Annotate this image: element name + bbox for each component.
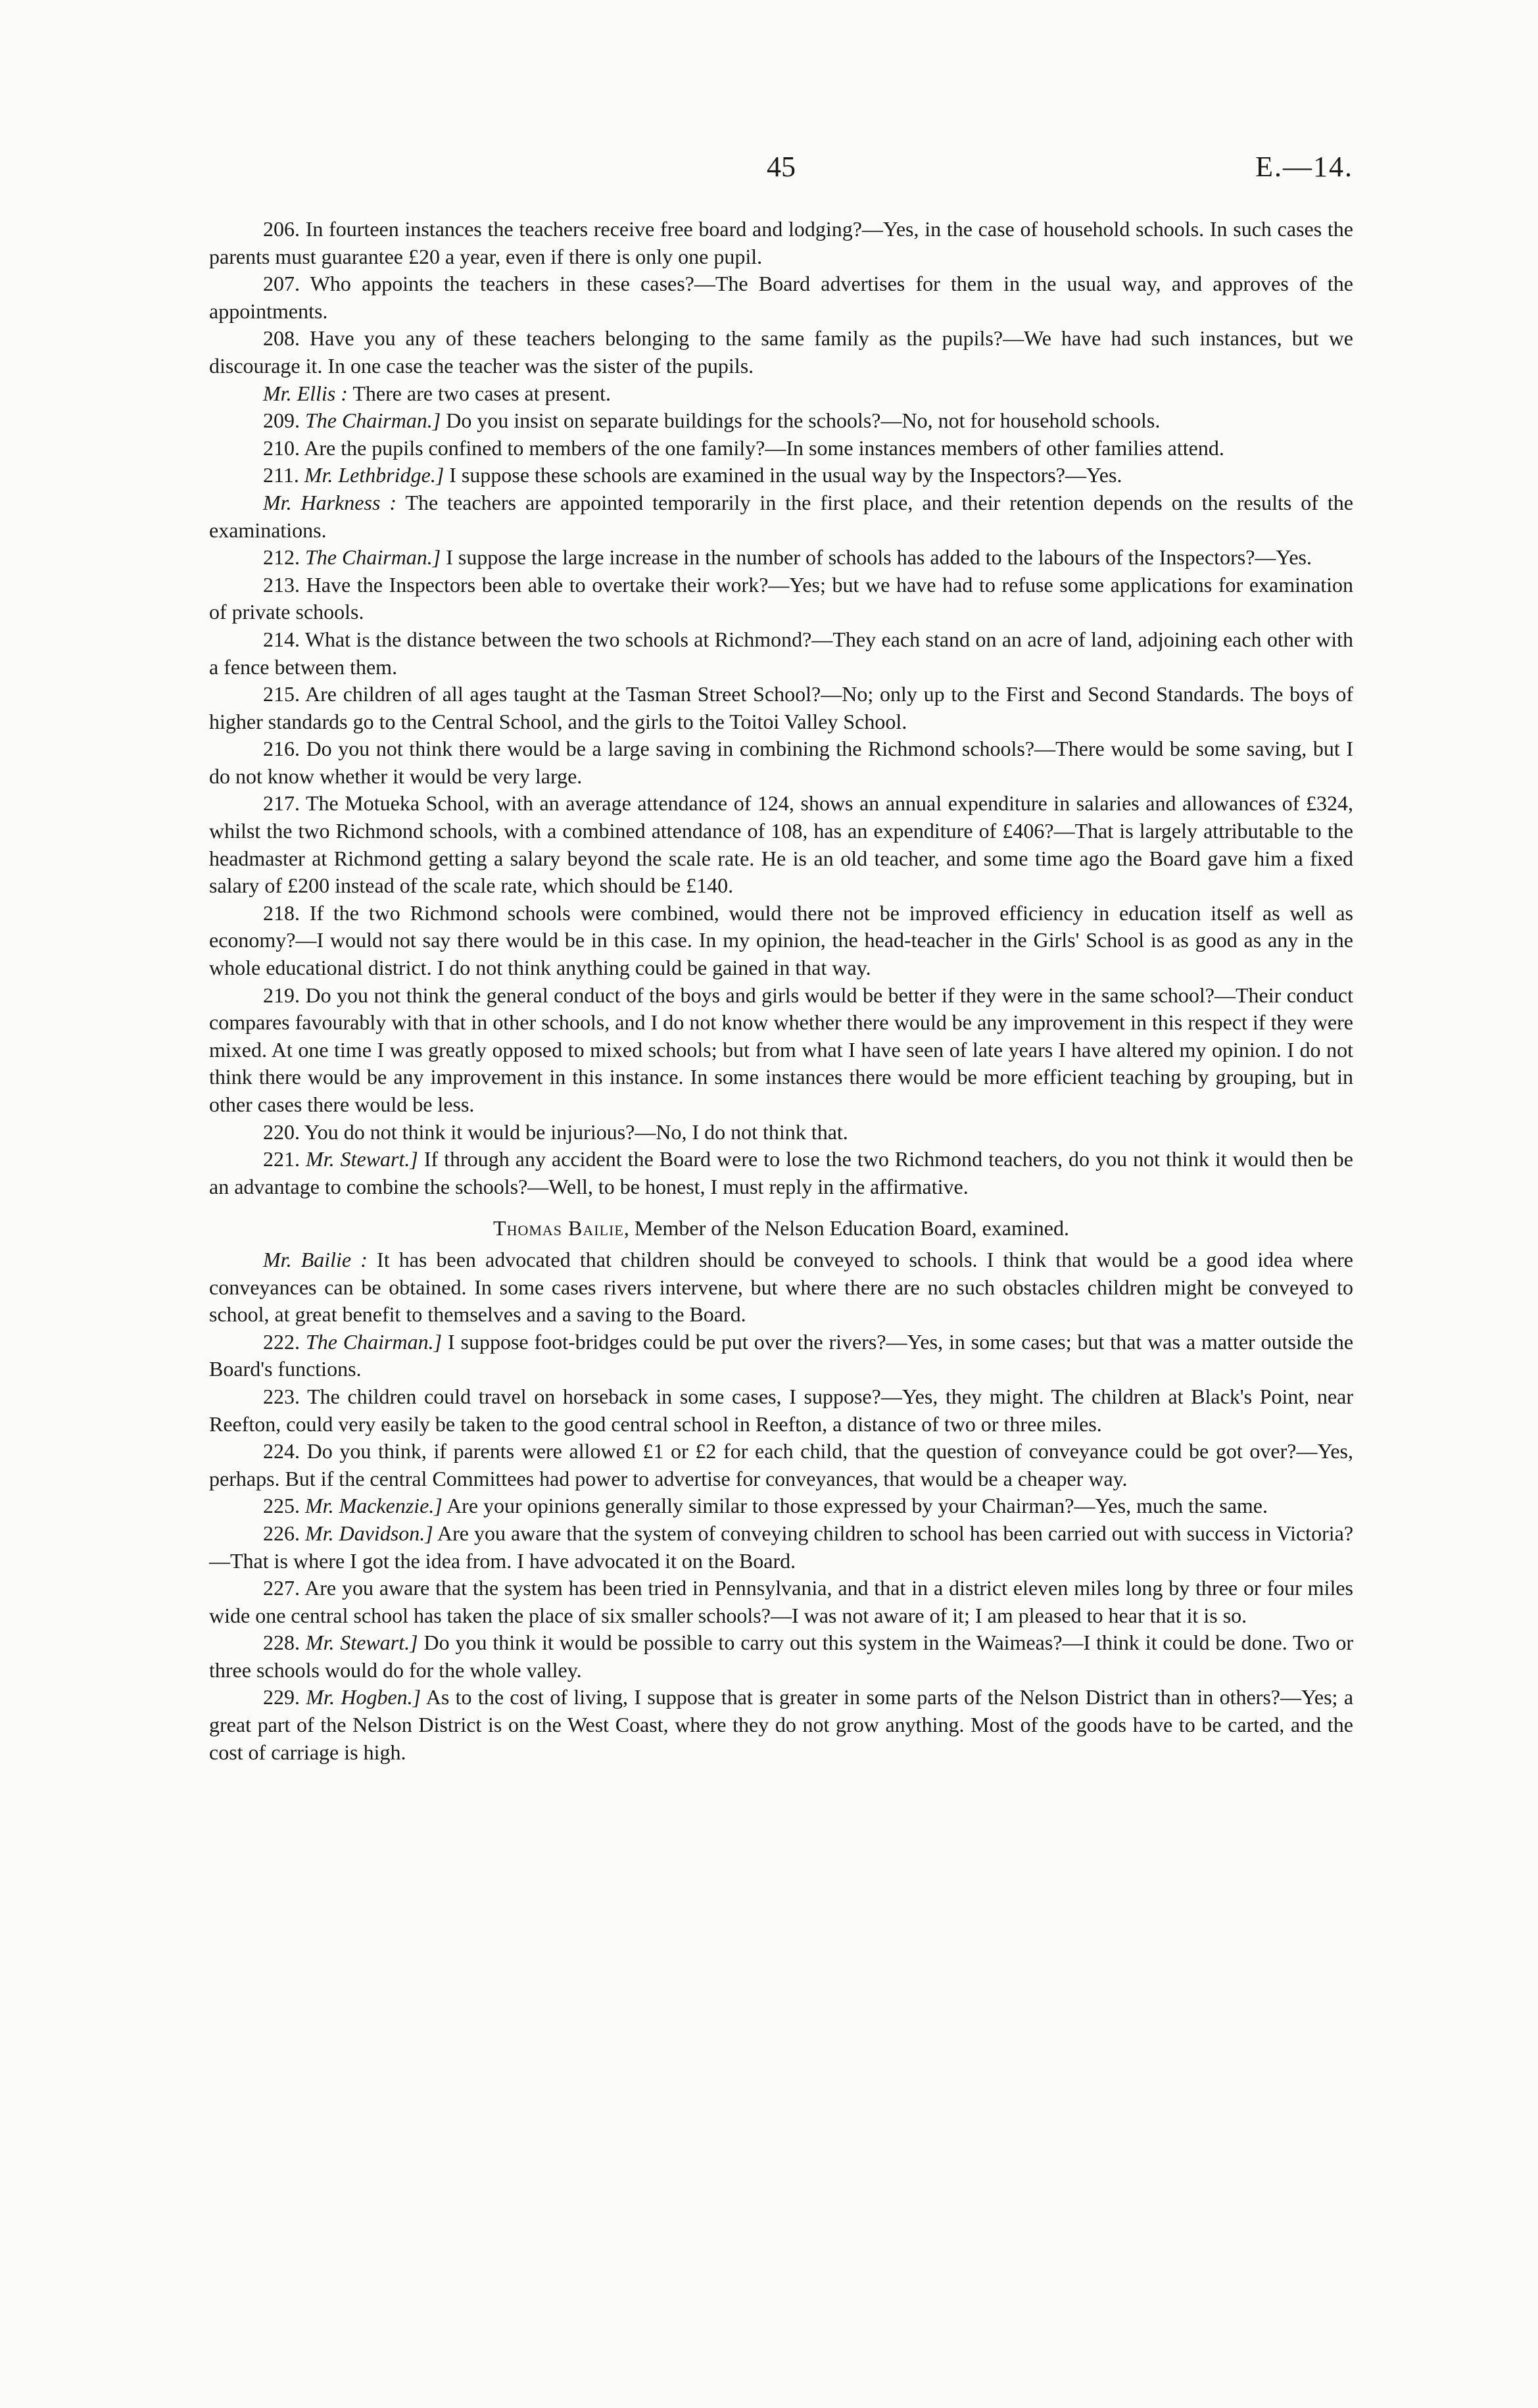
speaker-label: Mr. Davidson.] bbox=[305, 1521, 433, 1545]
paragraph-text: 213. Have the Inspectors been able to overtake their work?—Yes; but we have had to refuse some applications for examination of private schools. bbox=[209, 572, 1353, 624]
paragraph bbox=[209, 1492, 1353, 1520]
paragraph-text: The teachers are appointed temporarily in the first place, and their retention depends on the results of the examinations. bbox=[209, 490, 1353, 542]
paragraph bbox=[209, 572, 1353, 626]
paragraph-text: 219. Do you not think the general conduct of the boys and girls would be better if they were in the same school?—Their conduct compares favourably with that in other schools, and I do not know whether there would be any improvement in this respect if they were mixed. At one time I was greatly opposed to mixed schools; but from what I have seen of late years I have altered my opinion. I do not think there would be any improvement in this instance. In some instances there would be more efficient teaching by grouping, but in other cases there would be less. bbox=[209, 983, 1353, 1116]
paragraph-text: 207. Who appoints the teachers in these cases?—The Board advertises for them in the usual way, and approves of the appointments. bbox=[209, 272, 1353, 323]
paragraph bbox=[209, 1438, 1353, 1492]
paragraph-text: It has been advocated that children should be conveyed to schools. I think that would be a good idea where conveyances can be obtained. In some cases rivers intervene, but where there are no such obstacles children might be conveyed to school, at great benefit to themselves and a saving to the Board. bbox=[209, 1247, 1354, 1327]
paragraph bbox=[209, 270, 1353, 325]
speaker-label: Mr. Hogben.] bbox=[306, 1685, 421, 1709]
paragraph-text: 224. Do you think, if parents were allowed £1 or £2 for each child, that the question of conveyance could be got over?—Yes, perhaps. But if the central Committees had power to advertise for conveyances, that would be a cheaper way. bbox=[209, 1439, 1353, 1490]
paragraph bbox=[209, 1246, 1353, 1329]
paragraph-text: 214. What is the distance between the two schools at Richmond?—They each stand on an acre of land, adjoining each other with a fence between them. bbox=[209, 627, 1353, 679]
paragraph bbox=[209, 407, 1353, 435]
paragraph-text: There are two cases at present. bbox=[347, 381, 611, 405]
paragraph bbox=[209, 489, 1353, 544]
speaker-label: Mr. Ellis : bbox=[263, 381, 348, 405]
document-reference: E.—14. bbox=[1255, 151, 1353, 183]
paragraph bbox=[209, 735, 1353, 790]
paragraph bbox=[209, 1146, 1353, 1200]
paragraph-text: As to the cost of living, I suppose that is greater in some parts of the Nelson District than in others?—Yes; a great part of the Nelson District is on the West Coast, where they do not grow anything. Most of the goods have to be carted, and the cost of carriage is high. bbox=[209, 1685, 1354, 1764]
paragraph-text: 215. Are children of all ages taught at the Tasman Street School?—No; only up to the First and Second Standards. The boys of higher standards go to the Central School, and the girls to the Toitoi Valley School. bbox=[209, 682, 1353, 733]
paragraph-number: 222. bbox=[263, 1329, 306, 1354]
paragraph bbox=[209, 435, 1353, 462]
paragraph-number: 212. bbox=[263, 545, 305, 570]
paragraph bbox=[209, 681, 1353, 735]
paragraph-text: I suppose these schools are examined in the usual way by the Inspectors?—Yes. bbox=[444, 463, 1122, 487]
paragraph-text: If through any accident the Board were to lose the two Richmond teachers, do you not think it would then be an advantage to combine the schools?—Well, to be honest, I must reply in the affirmative. bbox=[209, 1147, 1354, 1198]
paragraph bbox=[209, 216, 1353, 270]
paragraph bbox=[209, 1575, 1353, 1629]
paragraph-text: 210. Are the pupils confined to members of the one family?—In some instances members of other families attend. bbox=[263, 435, 1224, 460]
paragraph bbox=[209, 380, 1353, 408]
paragraph bbox=[209, 1329, 1353, 1383]
paragraph bbox=[209, 790, 1353, 899]
paragraph bbox=[209, 1119, 1353, 1146]
paragraph bbox=[209, 1684, 1353, 1766]
speaker-label: Mr. Mackenzie.] bbox=[305, 1494, 443, 1518]
paragraph bbox=[209, 982, 1353, 1119]
speaker-label: The Chairman.] bbox=[305, 408, 441, 433]
page-header bbox=[209, 150, 1353, 189]
speaker-label: The Chairman.] bbox=[305, 1329, 443, 1354]
paragraph-number: 228. bbox=[263, 1631, 306, 1655]
paragraph-number: 225. bbox=[263, 1494, 305, 1518]
paragraph bbox=[209, 1383, 1353, 1438]
witness-name: Thomas Bailie bbox=[493, 1216, 624, 1241]
paragraph bbox=[209, 462, 1353, 489]
speaker-label: The Chairman.] bbox=[305, 545, 441, 570]
paragraph bbox=[209, 1520, 1353, 1575]
paragraph bbox=[209, 1629, 1353, 1684]
paragraph-text: Do you think it would be possible to carry out this system in the Waimeas?—I think it could be done. Two or three schools would do for the whole valley. bbox=[209, 1631, 1354, 1682]
paragraph-number: 211. bbox=[263, 463, 304, 487]
paragraph-text: 220. You do not think it would be injurious?—No, I do not think that. bbox=[263, 1119, 848, 1144]
paragraph-text: Do you insist on separate buildings for the schools?—No, not for household schools. bbox=[441, 408, 1161, 433]
page-number: 45 bbox=[767, 151, 796, 183]
speaker-label: Mr. Harkness : bbox=[263, 490, 397, 514]
paragraph-text: 227. Are you aware that the system has been tried in Pennsylvania, and that in a district eleven miles long by three or four miles wide one central school has taken the place of six smaller schools?—I was not aware of it; I am pleased to hear that it is so. bbox=[209, 1576, 1353, 1627]
paragraph-text: 217. The Motueka School, with an average attendance of 124, shows an annual expenditure in salaries and allowances of £324, whilst the two Richmond schools, with a combined attendance of 108, has an expenditure of £406?—That is largely attributable to the headmaster at Richmond getting a salary beyond the scale rate. He is an old teacher, and some time ago the Board gave him a fixed salary of £200 instead of the scale rate, which should be £140. bbox=[209, 791, 1353, 898]
paragraph-text: 223. The children could travel on horseback in some cases, I suppose?—Yes, they might. The children at Black's Point, near Reefton, could very easily be taken to the good central school in Reefton, a distance of two or three miles. bbox=[209, 1384, 1353, 1436]
paragraph-number: 221. bbox=[263, 1147, 306, 1171]
paragraph-number: 209. bbox=[263, 408, 305, 433]
speaker-label: Mr. Lethbridge.] bbox=[304, 463, 445, 487]
paragraph-text: Are you aware that the system of conveying children to school has been carried out with success in Victoria?—That is where I got the idea from. I have advocated it on the Board. bbox=[209, 1521, 1354, 1573]
speaker-label: Mr. Stewart.] bbox=[305, 1631, 418, 1655]
paragraph-text: I suppose foot-bridges could be put over the rivers?—Yes, in some cases; but that was a matter outside the Board's functions. bbox=[209, 1329, 1354, 1381]
paragraph bbox=[209, 900, 1353, 982]
speaker-label: Mr. Stewart.] bbox=[306, 1147, 418, 1171]
paragraph bbox=[209, 544, 1353, 572]
paragraph-text: 216. Do you not think there would be a large saving in combining the Richmond schools?—There would be some saving, but I do not know whether it would be very large. bbox=[209, 737, 1353, 788]
paragraph-text: Are your opinions generally similar to those expressed by your Chairman?—Yes, much the same. bbox=[442, 1494, 1268, 1518]
speaker-label: Mr. Bailie : bbox=[263, 1247, 368, 1271]
paragraph-text: 218. If the two Richmond schools were combined, would there not be improved efficiency in education itself as well as economy?—I would not say there would be in this case. In my opinion, the head-teacher in the Girls' School is as good as any in the whole educational district. I do not think anything could be gained in that way. bbox=[209, 900, 1353, 980]
paragraph-text: 208. Have you any of these teachers belonging to the same family as the pupils?—We have had such instances, but we discourage it. In one case the teacher was the sister of the pupils. bbox=[209, 326, 1353, 378]
paragraph-text: 206. In fourteen instances the teachers receive free board and lodging?—Yes, in the case of household schools. In such cases the parents must guarantee £20 a year, even if there is only one pupil. bbox=[209, 217, 1353, 268]
paragraph-text: , Member of the Nelson Education Board, examined. bbox=[623, 1216, 1069, 1241]
paragraph bbox=[209, 626, 1353, 681]
paragraph-number: 226. bbox=[263, 1521, 306, 1545]
paragraph-text: I suppose the large increase in the number of schools has added to the labours of the Inspectors?—Yes. bbox=[441, 545, 1312, 570]
body-text bbox=[209, 216, 1353, 1766]
paragraph-number: 229. bbox=[263, 1685, 306, 1709]
paragraph bbox=[209, 325, 1353, 380]
witness-heading bbox=[209, 1215, 1353, 1242]
